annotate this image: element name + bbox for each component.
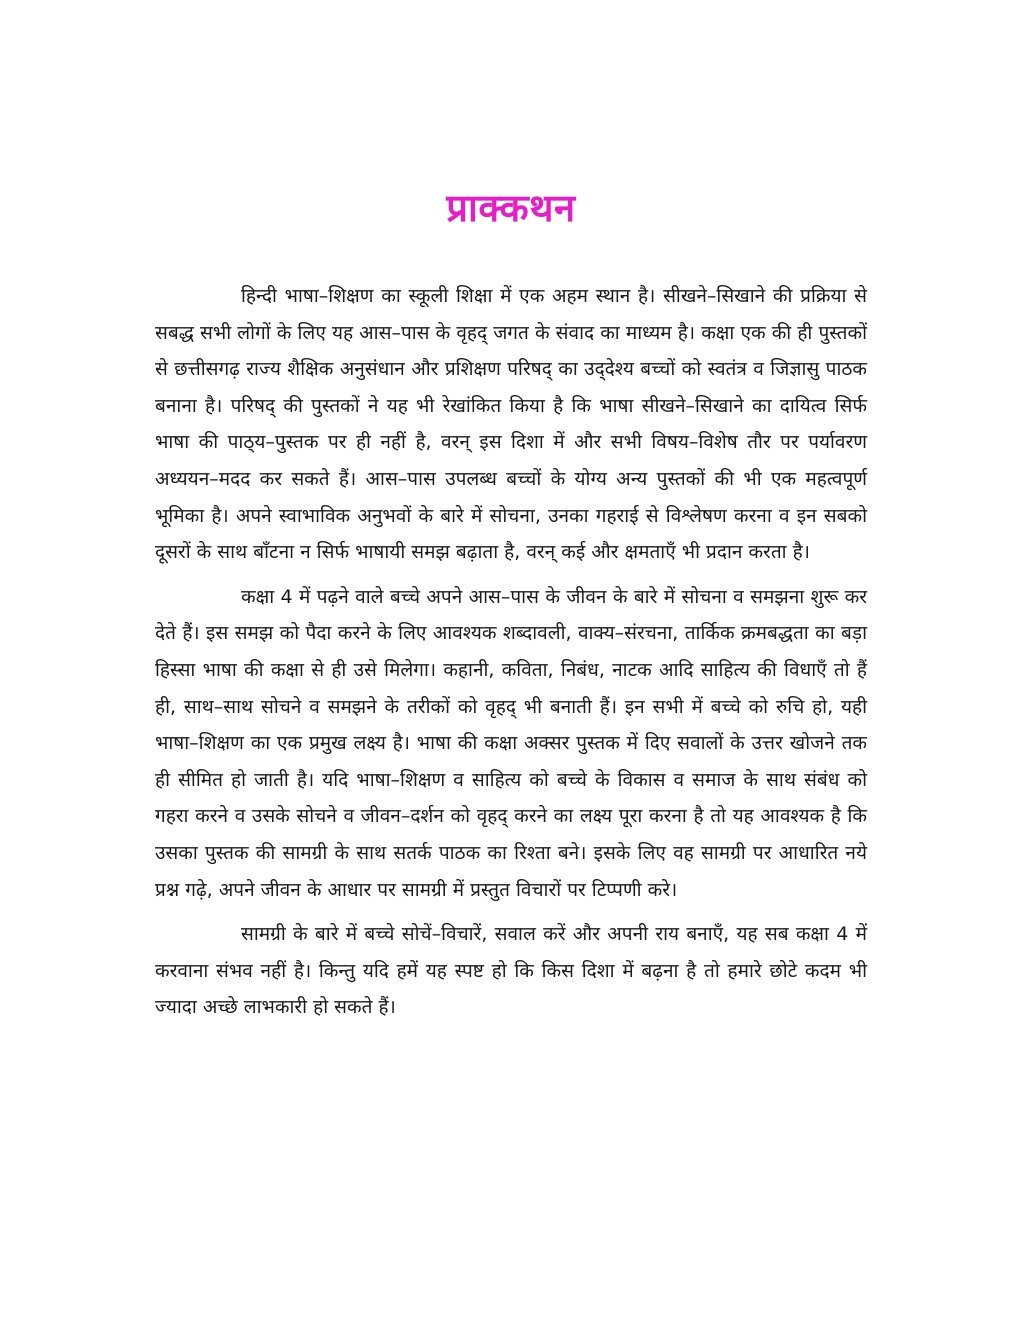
paragraph-3: सामग्री के बारे में बच्चे सोचें–विचारें, सवाल करें और अपनी राय बनाएँ, यह सब कक्षा 4 में करवाना संभव नहीं है। किन्तु यदि हमें यह स्पष्ट हो कि किस दिशा में बढ़ना है तो हमारे छोटे कदम भी ज्यादा अच्छे लाभकारी हो सकते हैं। [155, 923, 867, 1019]
paragraph-1: हिन्दी भाषा–शिक्षण का स्कूली शिक्षा में एक अहम स्थान है। सीखने–सिखाने की प्रक्रिया से सबद्ध सभी लोगों के लिए यह आस–पास के वृहद् जगत के संवाद का माध्यम है। कक्षा एक की ही पुस्तकों से छत्तीसगढ़ राज्य शैक्षिक अनुसंधान और प्रशिक्षण परिषद् का उद्‍देश्य बच्चों को स्वतंत्र व जिज्ञासु पाठक बनाना है। परिषद् की पुस्तकों ने यह भी रेखांकित किया है कि भाषा सीखने–सिखाने का दायित्व सिर्फ भाषा की पाठ्‍य–पुस्तक पर ही नहीं है, वरन् इस दिशा में और सभी विषय–विशेष तौर पर पर्यावरण अध्ययन–मदद कर सकते हैं। आस–पास उपलब्ध बच्चों के योग्य अन्य पुस्तकों की भी एक महत्वपूर्ण भूमिका है। अपने स्वाभाविक अनुभवों के बारे में सोचना, उनका गहराई से विश्लेषण करना व इन सबको दूसरों के साथ बाँटना न सिर्फ भाषायी समझ बढ़ाता है, वरन् कई और क्षमताएँ भी प्रदान करता है। [155, 285, 867, 564]
document-page [155, 180, 867, 1034]
paragraph-2: कक्षा 4 में पढ़ने वाले बच्चे अपने आस–पास के जीवन के बारे में सोचना व समझना शुरू कर देते हैं। इस समझ को पैदा करने के लिए आवश्यक शब्दावली, वाक्य–संरचना, तार्किक क्रमबद्धता का बड़ा हिस्सा भाषा की कक्षा से ही उसे मिलेगा। कहानी, कविता, निबंध, नाटक आदि साहित्य की विधाएँ तो हैं ही, साथ–साथ सोचने व समझने के तरीकों को वृहद् भी बनाती हैं। इन सभी में बच्चे को रुचि हो, यही भाषा–शिक्षण का एक प्रमुख लक्ष्य है। भाषा की कक्षा अक्सर पुस्तक में दिए सवालों के उत्तर खोजने तक ही सीमित हो जाती है। यदि भाषा–शिक्षण व साहित्य को बच्चे के विकास व समाज के साथ संबंध को गहरा करने व उसके सोचने व जीवन–दर्शन को वृहद् करने का लक्ष्य पूरा करना है तो यह आवश्यक है कि उसका पुस्तक की सामग्री के साथ सतर्क पाठक का रिश्ता बने। इसके लिए वह सामग्री पर आधारित नये प्रश्न गढ़े, अपने जीवन के आधार पर सामग्री में प्रस्तुत विचारों पर टिप्पणी करे। [155, 585, 867, 901]
page-title: प्राक्कथन [446, 186, 576, 230]
